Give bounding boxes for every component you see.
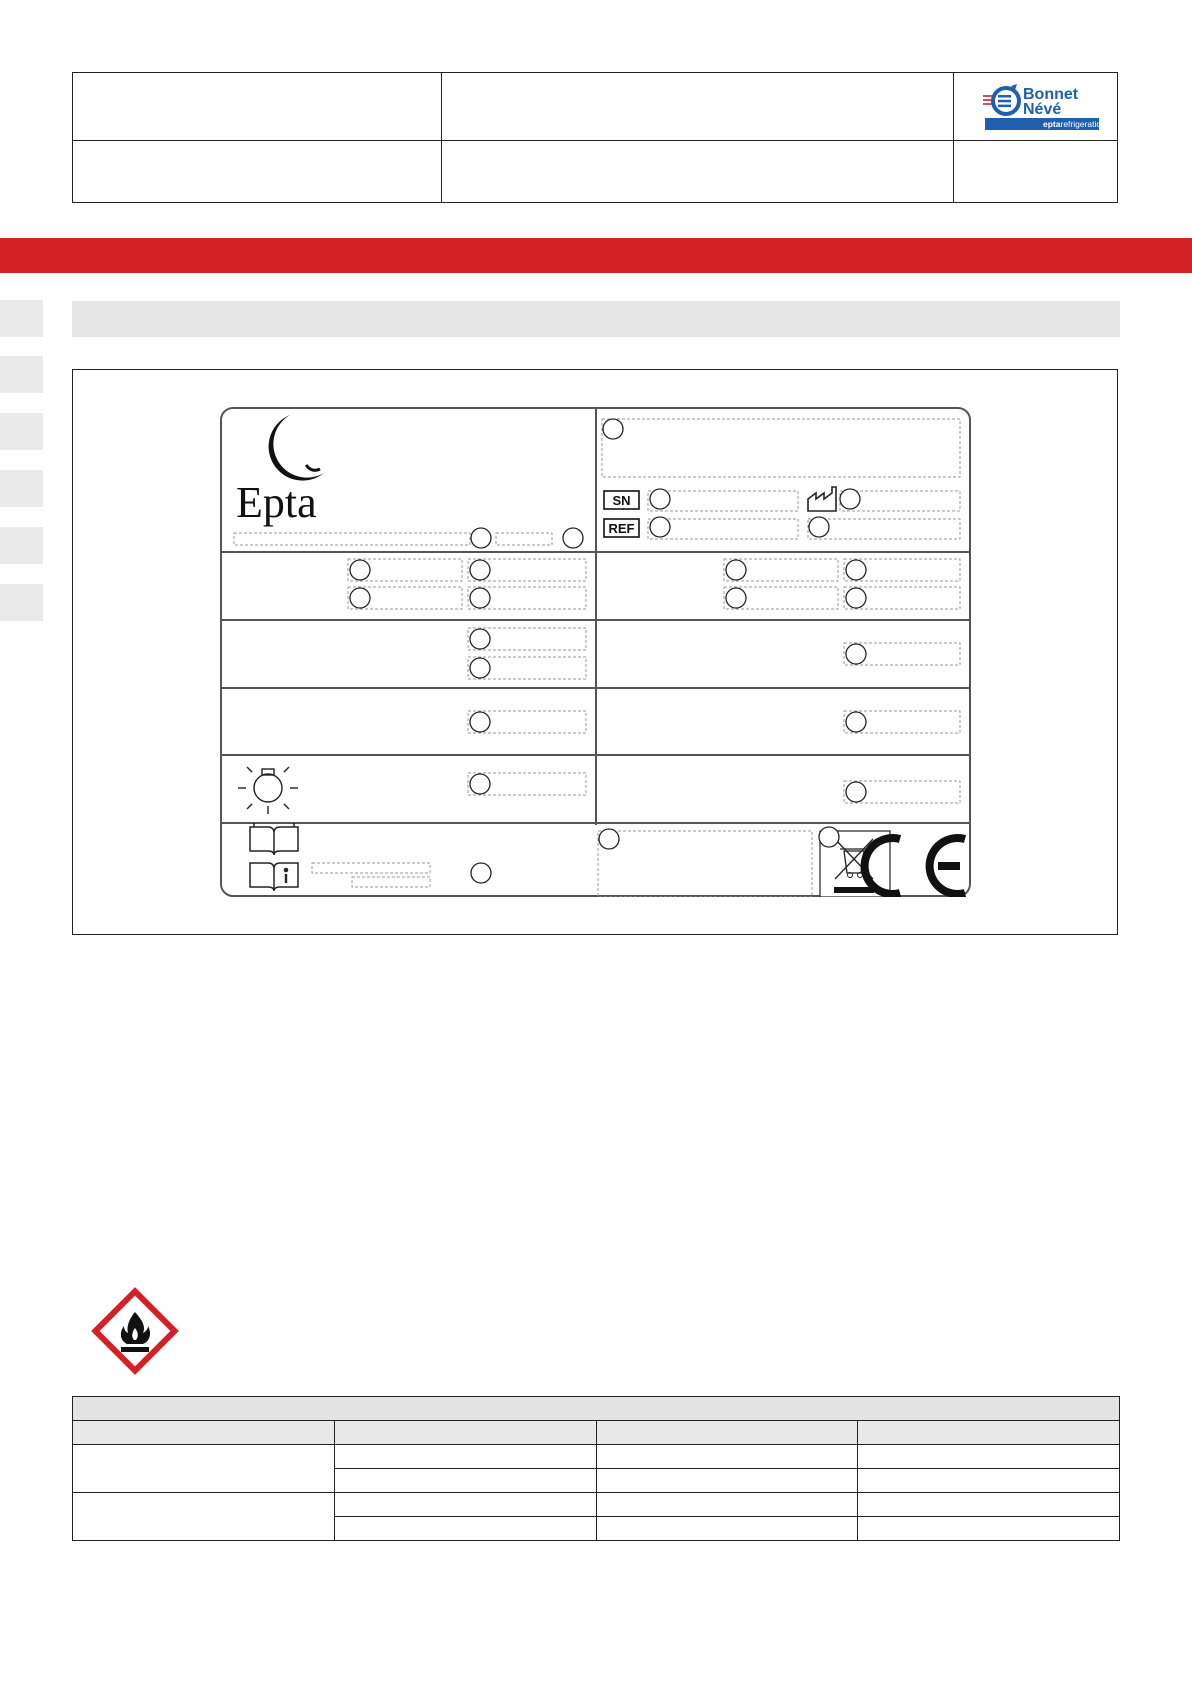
table-cell xyxy=(596,1493,858,1517)
brand-tagline-rest: refrigeration xyxy=(1060,119,1106,129)
side-tab xyxy=(0,584,43,621)
table-title-row xyxy=(73,1397,1120,1421)
table-cell xyxy=(334,1493,596,1517)
table-cell xyxy=(596,1469,858,1493)
ref-label: REF xyxy=(608,521,635,536)
epta-logo xyxy=(236,415,324,527)
document-header-table xyxy=(72,72,1118,203)
side-tab xyxy=(0,356,43,393)
table-cell xyxy=(858,1493,1120,1517)
table-cell xyxy=(334,1445,596,1469)
table-title-cell xyxy=(73,1397,1120,1421)
table-cell xyxy=(334,1517,596,1541)
table-row xyxy=(73,1445,1120,1469)
header-divider xyxy=(441,73,442,202)
side-tab xyxy=(0,413,43,450)
brand-line2: Névé xyxy=(1023,101,1062,118)
table-cell xyxy=(858,1469,1120,1493)
table-header-row xyxy=(73,1421,1120,1445)
table-cell xyxy=(73,1445,335,1493)
table-cell xyxy=(73,1493,335,1541)
table-cell xyxy=(858,1445,1120,1469)
side-tab xyxy=(0,527,43,564)
table-row xyxy=(73,1493,1120,1517)
data-table xyxy=(72,1396,1120,1541)
section-heading-bar xyxy=(72,301,1120,337)
table-cell xyxy=(858,1517,1120,1541)
brand-line1: Bonnet xyxy=(1023,86,1079,103)
bonnet-neve-logo xyxy=(983,81,1109,131)
manual-book-icon xyxy=(250,823,298,855)
svg-text:eptarefrigeration xyxy=(1043,119,1106,129)
section-red-band xyxy=(0,238,1192,273)
epta-logo-text: Epta xyxy=(236,478,317,527)
brand-tagline-bold: epta xyxy=(1043,119,1061,129)
sn-label: SN xyxy=(612,493,631,508)
side-tab xyxy=(0,300,43,337)
table-header-cell xyxy=(596,1421,858,1445)
table-header-cell xyxy=(334,1421,596,1445)
lamp-icon xyxy=(238,767,298,814)
flammable-pictogram-icon xyxy=(90,1286,180,1376)
table-cell xyxy=(596,1445,858,1469)
table-header-cell xyxy=(73,1421,335,1445)
manual-info-icon xyxy=(250,863,298,891)
rating-plate-diagram xyxy=(220,407,971,897)
header-divider xyxy=(73,140,1117,141)
table-header-cell xyxy=(858,1421,1120,1445)
table-cell xyxy=(596,1517,858,1541)
factory-icon xyxy=(808,487,836,511)
side-tab xyxy=(0,470,43,507)
table-cell xyxy=(334,1469,596,1493)
header-divider xyxy=(953,73,954,202)
